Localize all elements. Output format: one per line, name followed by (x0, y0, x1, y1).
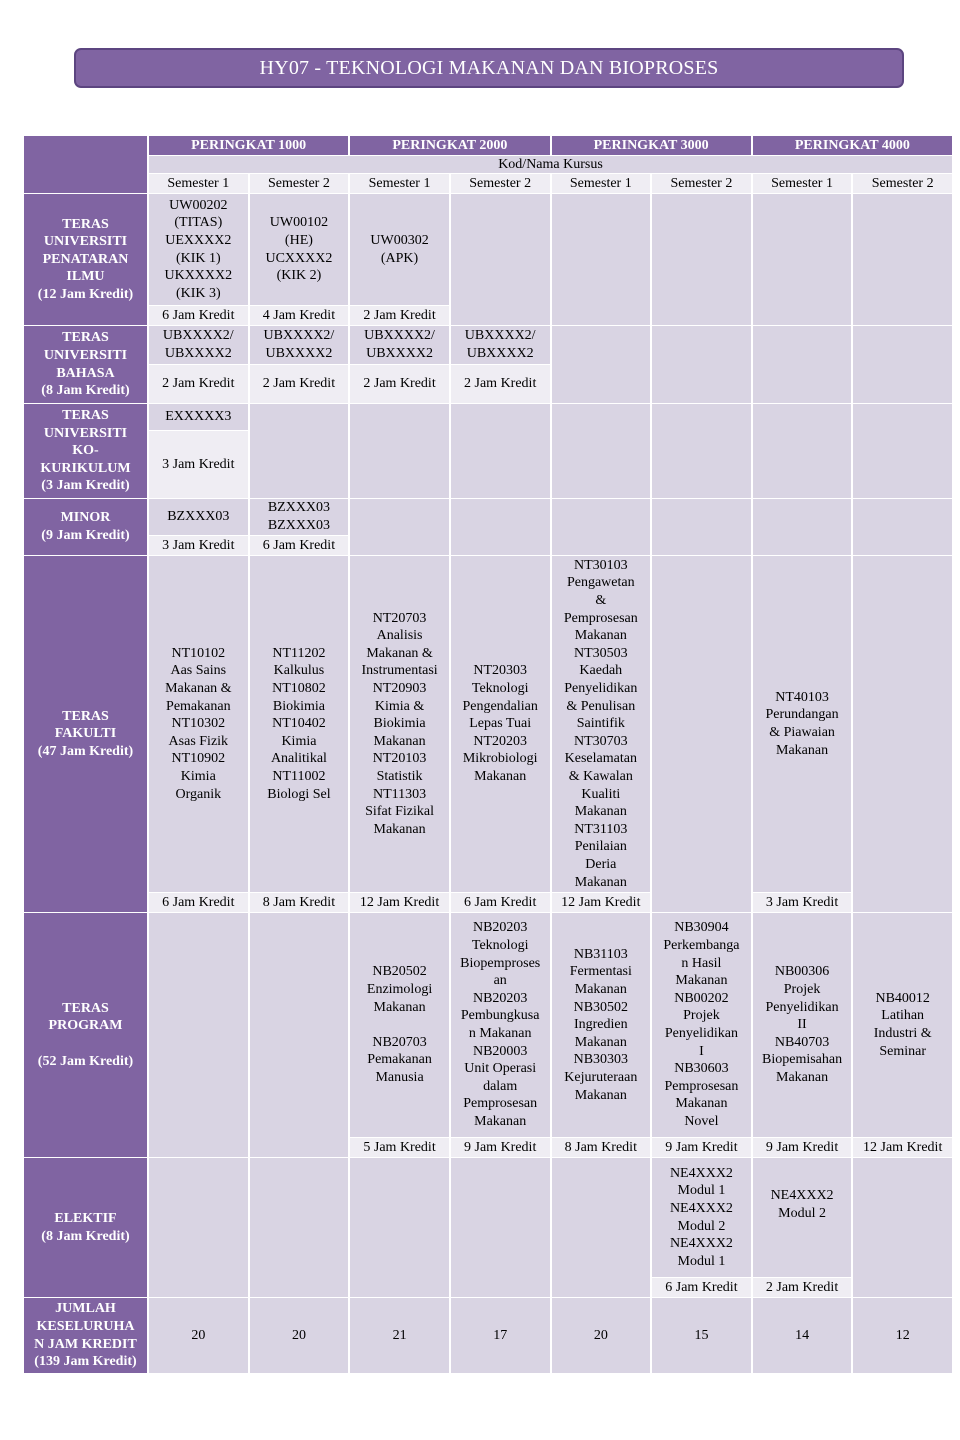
row-label-teras-univ-bahasa: TERAS UNIVERSITI BAHASA (8 Jam Kredit) (24, 326, 147, 403)
row-label-elektif: ELEKTIF (8 Jam Kredit) (24, 1158, 147, 1297)
course-cell: NT10102 Aas Sains Makanan & Pemakanan NT10302 Asas Fizik NT10902 Kimia Organik (149, 556, 248, 892)
total-cell: 12 (853, 1298, 952, 1373)
credit-cell: 2 Jam Kredit (753, 1278, 852, 1297)
page-title: HY07 - TEKNOLOGI MAKANAN DAN BIOPROSES (74, 48, 904, 88)
credit-cell: 9 Jam Kredit (753, 1138, 852, 1157)
credit-cell: 4 Jam Kredit (250, 306, 349, 325)
empty-cell (652, 404, 751, 498)
empty-cell (552, 326, 651, 403)
level-header-3000: PERINGKAT 3000 (552, 136, 751, 155)
row-label-teras-univ-kokurikulum: TERAS UNIVERSITI KO- KURIKULUM (3 Jam Kredit) (24, 404, 147, 498)
semester-header: Semester 2 (451, 174, 550, 193)
course-cell: NT40103 Perundangan & Piawaian Makanan (753, 556, 852, 892)
credit-cell: 9 Jam Kredit (652, 1138, 751, 1157)
empty-cell (753, 404, 852, 498)
semester-header: Semester 2 (250, 174, 349, 193)
empty-cell (552, 194, 651, 325)
course-cell: NT30103 Pengawetan & Pemprosesan Makanan NT30503 Kaedah Penyelidikan & Penulisan Saintifik NT30703 Keselamatan & Kawalan Kualiti Makanan NT31103 Penilaian Deria Makanan (552, 556, 651, 892)
course-cell: NT20703 Analisis Makanan & Instrumentasi NT20903 Kimia & Biokimia Makanan NT20103 Statistik NT11303 Sifat Fizikal Makanan (350, 556, 449, 892)
credit-cell: 6 Jam Kredit (652, 1278, 751, 1297)
row-label-minor: MINOR (9 Jam Kredit) (24, 499, 147, 555)
empty-cell (451, 499, 550, 555)
kod-nama-kursus-header: Kod/Nama Kursus (149, 156, 952, 173)
credit-cell: 2 Jam Kredit (250, 365, 349, 403)
total-cell: 21 (350, 1298, 449, 1373)
credit-cell: 3 Jam Kredit (149, 431, 248, 498)
empty-cell (451, 1158, 550, 1297)
course-cell: UBXXXX2/ UBXXXX2 (350, 326, 449, 364)
course-cell: UW00302 (APK) (350, 194, 449, 305)
total-cell: 20 (250, 1298, 349, 1373)
credit-cell: 3 Jam Kredit (149, 536, 248, 555)
empty-cell (853, 326, 952, 403)
credit-cell: 6 Jam Kredit (149, 893, 248, 912)
empty-cell (853, 1158, 952, 1297)
credit-cell: 12 Jam Kredit (350, 893, 449, 912)
course-cell: NB30904 Perkembanga n Hasil Makanan NB00202 Projek Penyelidikan I NB30603 Pemprosesan Makanan Novel (652, 913, 751, 1137)
empty-cell (652, 194, 751, 325)
empty-cell (652, 326, 751, 403)
empty-cell (250, 913, 349, 1157)
empty-cell (451, 404, 550, 498)
level-header-4000: PERINGKAT 4000 (753, 136, 952, 155)
empty-cell (853, 556, 952, 912)
empty-cell (451, 194, 550, 325)
empty-cell (853, 194, 952, 325)
course-cell: NB00306 Projek Penyelidikan II NB40703 Biopemisahan Makanan (753, 913, 852, 1137)
empty-cell (149, 1158, 248, 1297)
course-cell: UBXXXX2/ UBXXXX2 (451, 326, 550, 364)
curriculum-table (24, 136, 943, 1370)
empty-cell (350, 404, 449, 498)
total-cell: 14 (753, 1298, 852, 1373)
total-cell: 20 (149, 1298, 248, 1373)
empty-cell (652, 556, 751, 912)
empty-cell (853, 404, 952, 498)
credit-cell: 9 Jam Kredit (451, 1138, 550, 1157)
row-label-teras-fakulti: TERAS FAKULTI (47 Jam Kredit) (24, 556, 147, 912)
credit-cell: 5 Jam Kredit (350, 1138, 449, 1157)
course-cell: BZXXX03 (149, 499, 248, 535)
course-cell: UW00202 (TITAS) UEXXXX2 (KIK 1) UKXXXX2 (KIK 3) (149, 194, 248, 305)
empty-cell (350, 1158, 449, 1297)
corner-cell (24, 136, 147, 193)
credit-cell: 2 Jam Kredit (350, 306, 449, 325)
row-label-teras-univ-ilmu: TERAS UNIVERSITI PENATARAN ILMU (12 Jam Kredit) (24, 194, 147, 325)
course-cell: UW00102 (HE) UCXXXX2 (KIK 2) (250, 194, 349, 305)
total-cell: 15 (652, 1298, 751, 1373)
course-cell: NB31103 Fermentasi Makanan NB30502 Ingredien Makanan NB30303 Kejuruteraan Makanan (552, 913, 651, 1137)
level-header-1000: PERINGKAT 1000 (149, 136, 348, 155)
course-cell: NB40012 Latihan Industri & Seminar (853, 913, 952, 1137)
course-cell: UBXXXX2/ UBXXXX2 (149, 326, 248, 364)
credit-cell: 6 Jam Kredit (250, 536, 349, 555)
row-label-jumlah: JUMLAH KESELURUHA N JAM KREDIT (139 Jam Kredit) (24, 1298, 147, 1373)
empty-cell (753, 499, 852, 555)
empty-cell (753, 326, 852, 403)
credit-cell: 6 Jam Kredit (451, 893, 550, 912)
empty-cell (853, 499, 952, 555)
semester-header: Semester 1 (350, 174, 449, 193)
credit-cell: 8 Jam Kredit (250, 893, 349, 912)
course-cell: NB20203 Teknologi Biopemproses an NB20203 Pembungkusa n Makanan NB20003 Unit Operasi dalam Pemprosesan Makanan (451, 913, 550, 1137)
empty-cell (552, 404, 651, 498)
empty-cell (250, 1158, 349, 1297)
empty-cell (753, 194, 852, 325)
total-cell: 17 (451, 1298, 550, 1373)
semester-header: Semester 2 (652, 174, 751, 193)
row-label-teras-program: TERAS PROGRAM (52 Jam Kredit) (24, 913, 147, 1157)
semester-header: Semester 1 (149, 174, 248, 193)
semester-header: Semester 1 (552, 174, 651, 193)
empty-cell (652, 499, 751, 555)
credit-cell: 12 Jam Kredit (552, 893, 651, 912)
course-cell: EXXXXX3 (149, 404, 248, 430)
empty-cell (552, 1158, 651, 1297)
course-cell: NE4XXX2 Modul 2 (753, 1158, 852, 1277)
course-cell: BZXXX03 BZXXX03 (250, 499, 349, 535)
semester-header: Semester 1 (753, 174, 852, 193)
credit-cell: 8 Jam Kredit (552, 1138, 651, 1157)
course-cell: NT11202 Kalkulus NT10802 Biokimia NT10402 Kimia Analitikal NT11002 Biologi Sel (250, 556, 349, 892)
empty-cell (149, 913, 248, 1157)
level-header-2000: PERINGKAT 2000 (350, 136, 549, 155)
course-cell: NB20502 Enzimologi Makanan NB20703 Pemakanan Manusia (350, 913, 449, 1137)
credit-cell: 12 Jam Kredit (853, 1138, 952, 1157)
total-cell: 20 (552, 1298, 651, 1373)
empty-cell (552, 499, 651, 555)
credit-cell: 6 Jam Kredit (149, 306, 248, 325)
course-cell: UBXXXX2/ UBXXXX2 (250, 326, 349, 364)
empty-cell (350, 499, 449, 555)
semester-header: Semester 2 (853, 174, 952, 193)
course-cell: NT20303 Teknologi Pengendalian Lepas Tuai NT20203 Mikrobiologi Makanan (451, 556, 550, 892)
credit-cell: 2 Jam Kredit (350, 365, 449, 403)
credit-cell: 2 Jam Kredit (149, 365, 248, 403)
empty-cell (250, 404, 349, 498)
credit-cell: 2 Jam Kredit (451, 365, 550, 403)
credit-cell: 3 Jam Kredit (753, 893, 852, 912)
course-cell: NE4XXX2 Modul 1 NE4XXX2 Modul 2 NE4XXX2 Modul 1 (652, 1158, 751, 1277)
